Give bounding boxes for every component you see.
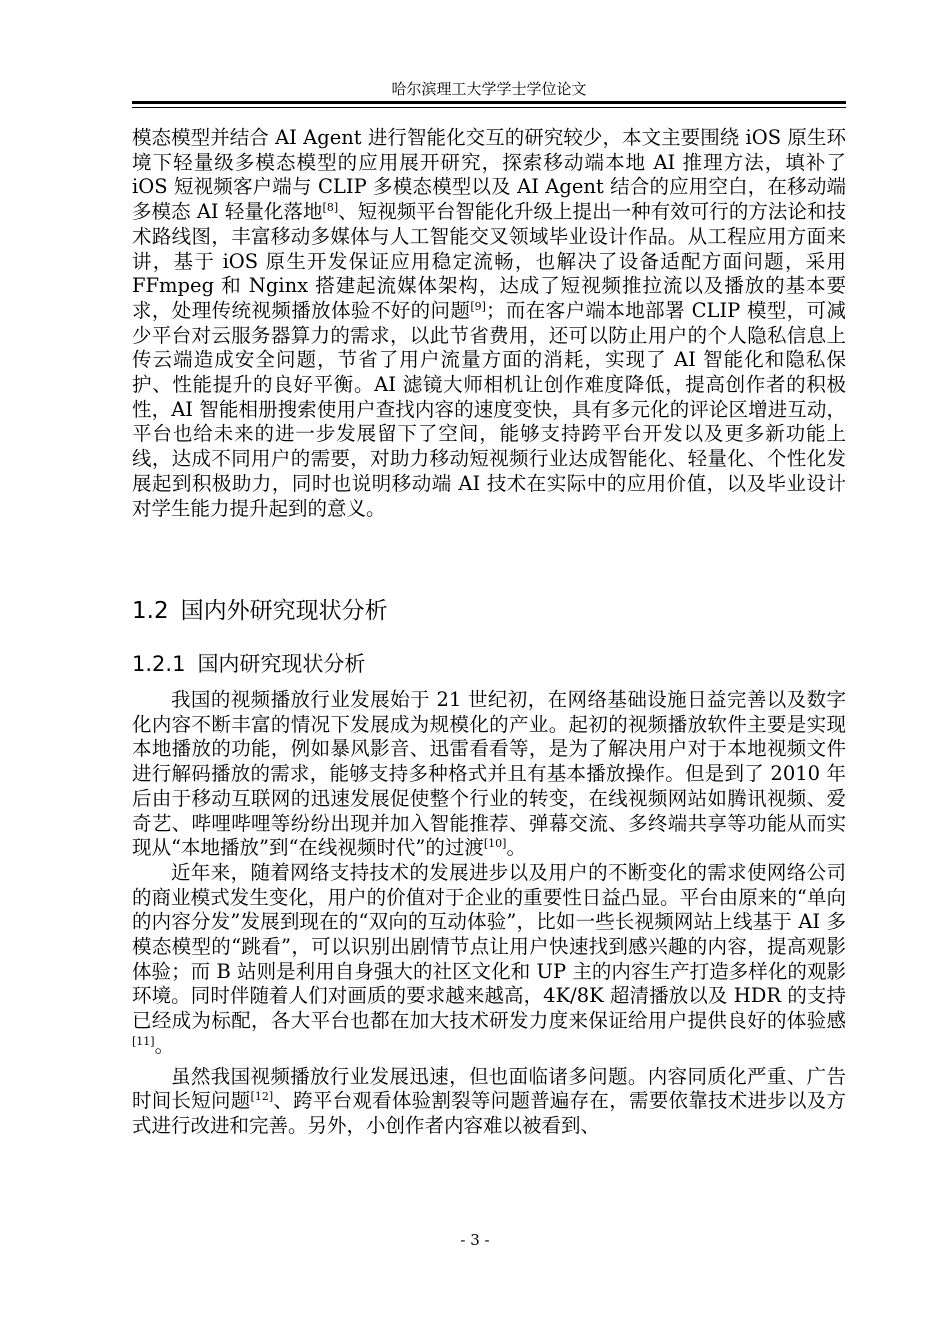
paragraph-1-text-b: 、短视频平台智能化升级上提出一种有效可行的方法论和技术路线图，丰富移动多媒体与人工智能交叉领域毕业设计作品。从工程应用方面来讲，基于 iOS 原生开发保证应用稳定流畅，也解决了设备适配方面问题，采用 FFmpeg 和 Nginx 搭建起流媒体架构，达成了短视频推拉流以及播放的基本要求，处理传统视频播放体验不好的问题 [132,200,846,322]
paragraph-2-text-a: 我国的视频播放行业发展始于 21 世纪初，在网络基础设施日益完善以及数字化内容不断丰富的情况下发展成为规模化的产业。起初的视频播放软件主要是实现本地播放的功能，例如暴风影音、迅雷看看等，是为了解决用户对于本地视频文件进行解码播放的需求，能够支持多种格式并且有基本播放操作。但是到了 2010 年后由于移动互联网的迅速发展促使整个行业的转变，在线视频网站如腾讯视频、爱奇艺、哔哩哔哩等纷纷出现并加入智能推荐、弹幕交流、多终端共享等功能从而实现从“本地播放”到“在线视频时代”的过渡 [132,688,846,860]
paragraph-4 [132,1065,846,1139]
section-number: 1.2 [132,598,169,624]
paragraph-3-text-a: 近年来，随着网络支持技术的发展进步以及用户的不断变化的需求使网络公司的商业模式发生变化，用户的价值对于企业的重要性日益凸显。平台由原来的“单向的内容分发”发展到现在的“双向的互动体验”，比如一些长视频网站上线基于 AI 多模态模型的“跳看”，可以识别出剧情节点让用户快速找到感兴趣的内容，提高观影体验；而 B 站则是利用自身强大的社区文化和 UP 主的内容生产打造多样化的观影环境。同时伴随着人们对画质的要求越来越高，4K/8K 超清播放以及 HDR 的支持已经成为标配，各大平台也都在加大技术研发力度来保证给用户提供良好的体验感 [132,860,846,1033]
paragraph-1-text-c: ；而在客户端本地部署 CLIP 模型，可减少平台对云服务器算力的需求，以此节省费用，还可以防止用户的个人隐私信息上传云端造成安全问题，节省了用户流量方面的消耗，实现了 AI 智能化和隐私保护、性能提升的良好平衡。AI 滤镜大师相机让创作难度降低，提高创作者的积极性，AI 智能相册搜索使用户查找内容的速度变快，具有多元化的评论区增进互动，平台也给未来的进一步发展留下了空间，能够支持跨平台开发以及更多新功能上线，达成不同用户的需要，对助力移动短视频行业达成智能化、轻量化、个性化发展起到积极助力，同时也说明移动端 AI 技术在实际中的应用价值，以及毕业设计对学生能力提升起到的意义。 [132,298,846,520]
page-number: - 3 - [460,1231,490,1249]
paragraph-3-text-b: 。 [154,1033,175,1057]
paragraph-2-text-b: 。 [506,836,526,860]
header-rule-thin [132,107,846,108]
paragraph-1 [132,126,846,596]
page-body [132,126,846,1139]
header-rule-thick [132,101,846,104]
paragraph-1-text-a: 模态模型并结合 AI Agent 进行智能化交互的研究较少，本文主要围绕 iOS 原生环境下轻量级多模态模型的应用展开研究，探索移动端本地 AI 推理方法，填补了 iOS 短视频客户端与 CLIP 多模态模型以及 AI Agent 结合的应用空白，在移动端多模态 AI 轻量化落地 [132,126,846,224]
citation-10: [10] [483,837,507,851]
section-heading [132,596,846,626]
citation-11: [11] [132,1034,155,1048]
subsection-title: 国内研究现状分析 [197,652,366,676]
subsection-heading [132,650,846,678]
paragraph-4-text-a: 虽然我国视频播放行业发展迅速，但也面临诸多问题。内容同质化严重、广告时间长短问题 [132,1064,846,1113]
paragraph-4-text-b: 、跨平台观看体验割裂等问题普遍存在，需要依靠技术进步以及方式进行改进和完善。另外，小创作者内容难以被看到、 [132,1089,846,1137]
running-header: 哈尔滨理工大学学士学位论文 [391,80,587,98]
citation-8: [8] [322,201,339,215]
paragraph-2 [132,688,846,861]
subsection-number: 1.2.1 [132,652,186,676]
section-title: 国内外研究现状分析 [180,598,388,624]
paragraph-3 [132,861,846,1059]
citation-12: [12] [250,1090,274,1104]
citation-9: [9] [470,299,486,313]
